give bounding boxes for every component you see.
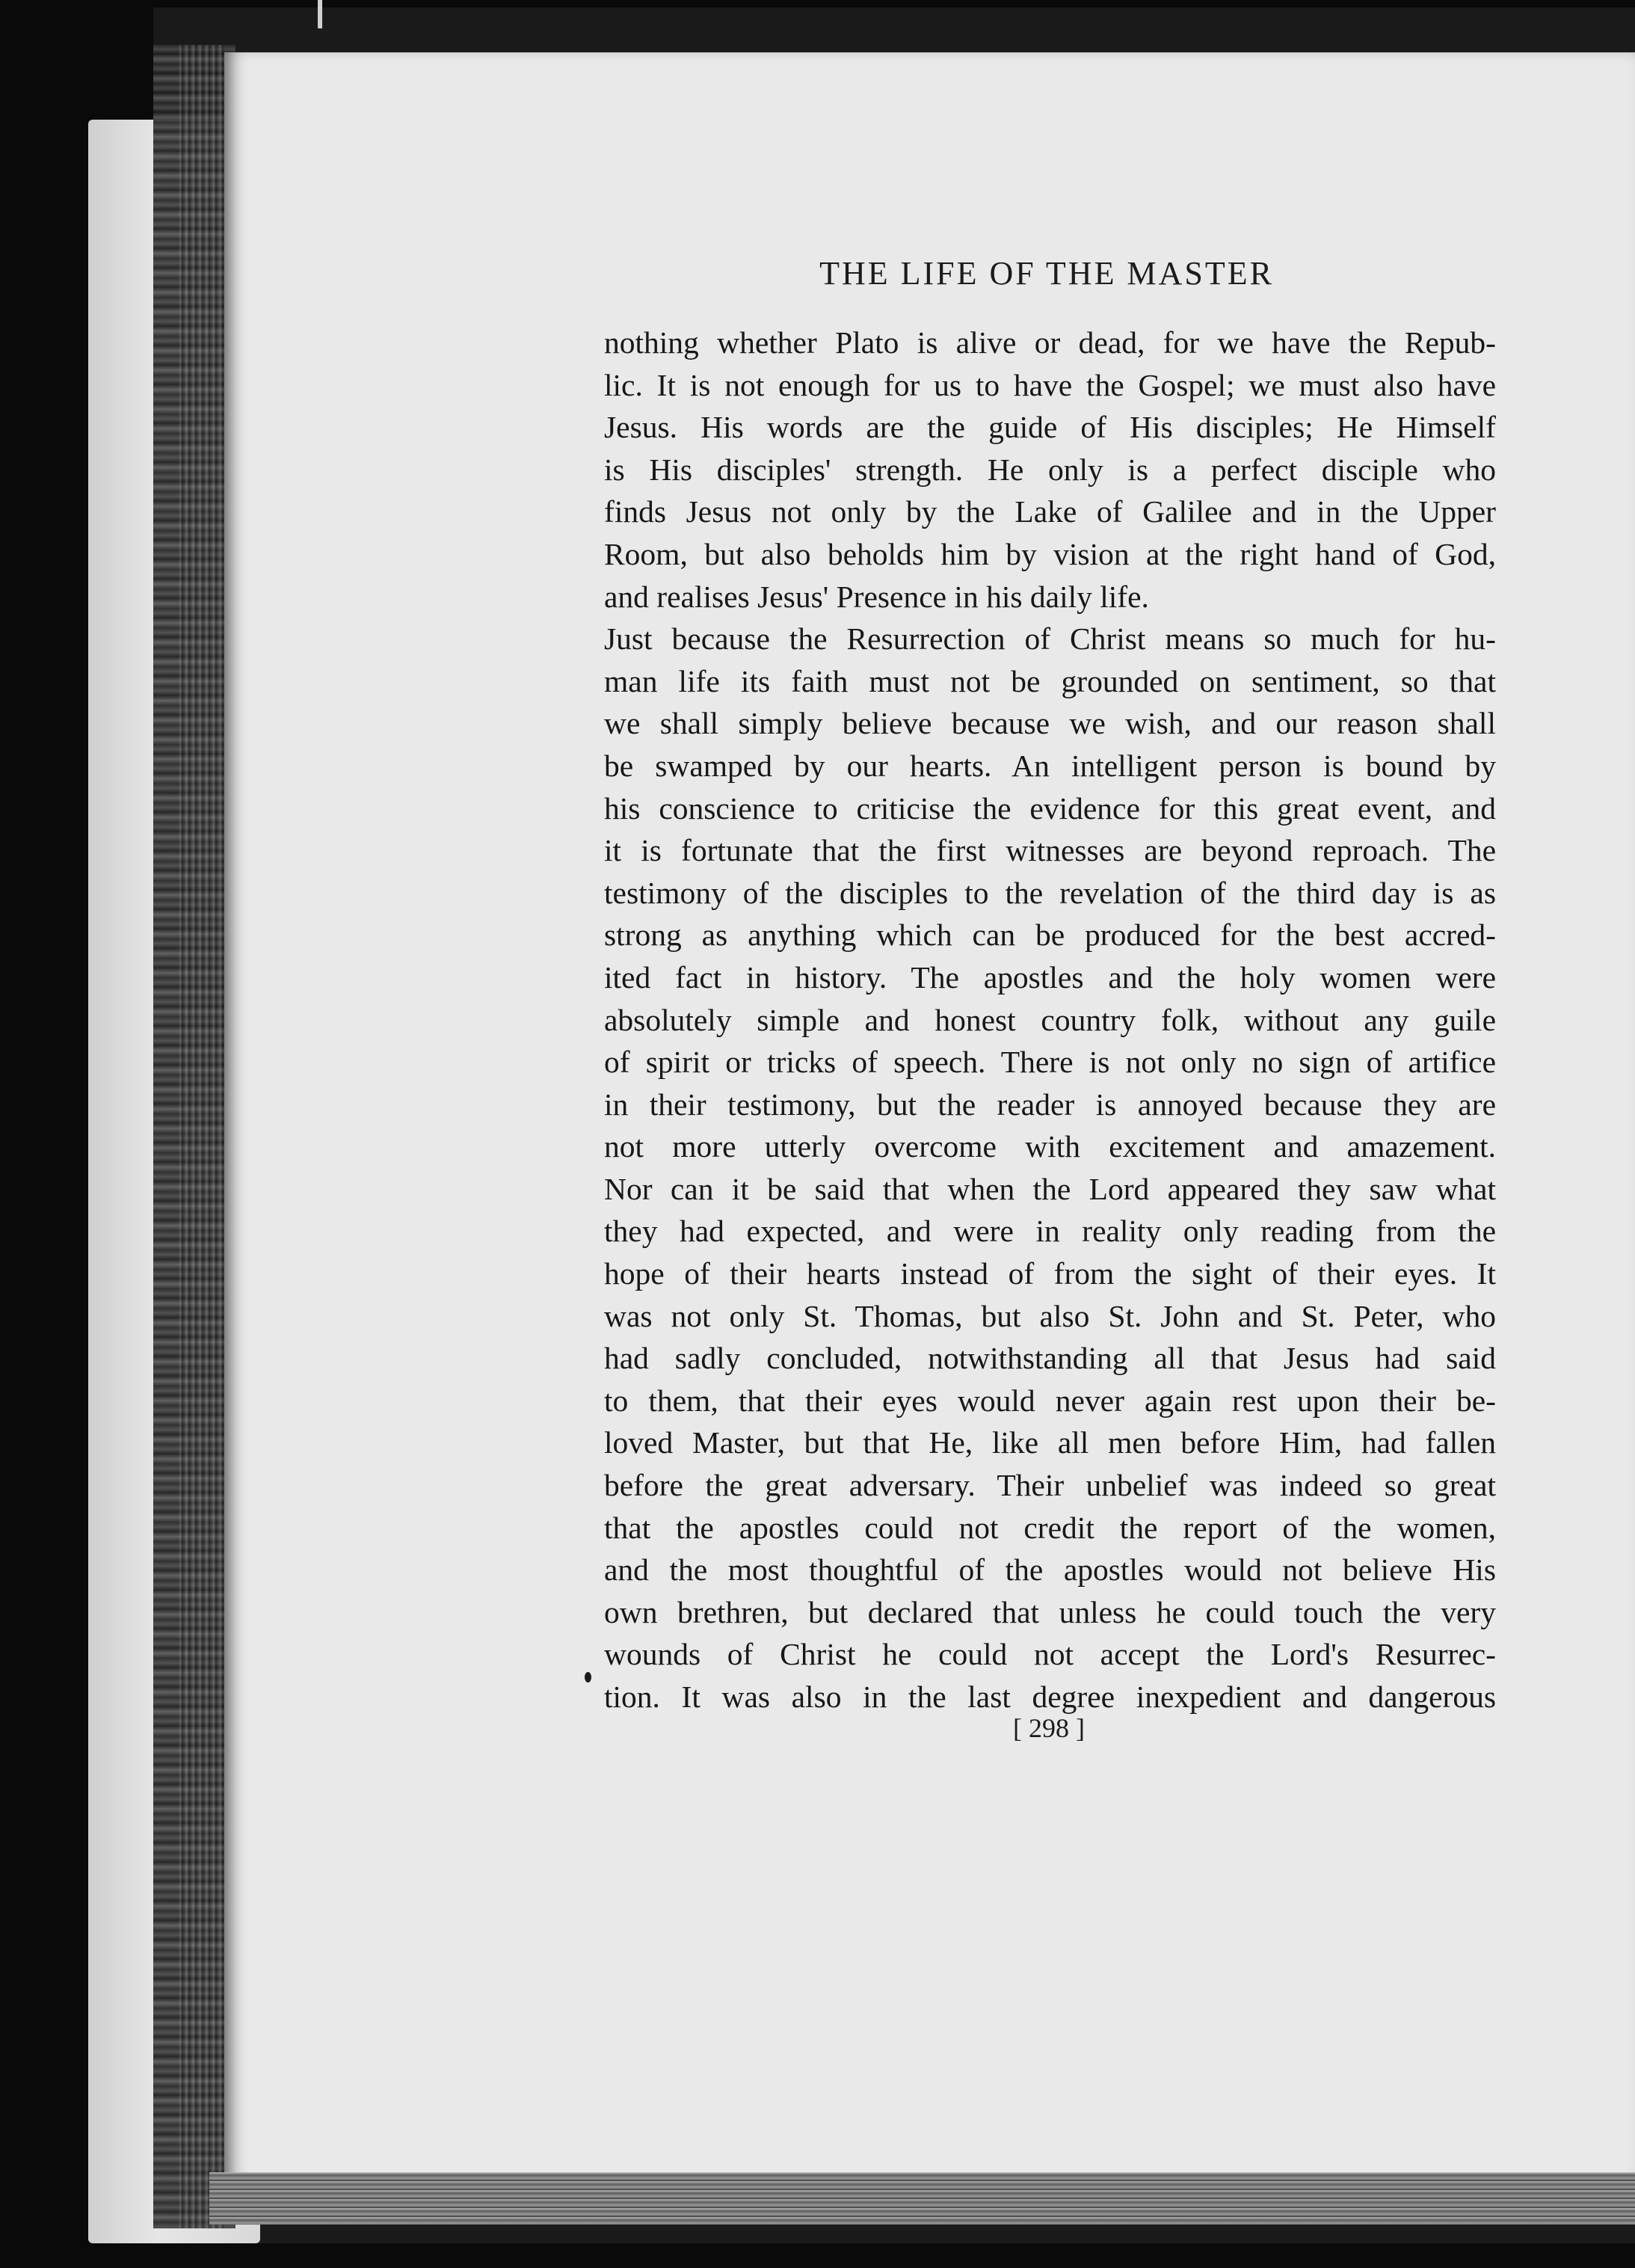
- page-bottom-edge: [209, 2172, 1635, 2225]
- text-line: own brethren, but declared that unless he could touch the very: [604, 1594, 1496, 1629]
- text-line: had sadly concluded, notwithstanding all that Jesus had said: [604, 1341, 1496, 1376]
- text-line: his conscience to criticise the evidence for this great event, and: [604, 790, 1496, 826]
- text-line: not more utterly overcome with excitement and amazement.: [604, 1129, 1496, 1164]
- body-text: [604, 322, 1496, 1718]
- text-line: finds Jesus not only by the Lake of Galilee and in the Upper: [604, 494, 1496, 529]
- text-line: man life its faith must not be grounded on sentiment, so that: [604, 663, 1496, 698]
- text-line: absolutely simple and honest country folk, without any guile: [604, 1002, 1496, 1037]
- text-line: wounds of Christ he could not accept the Lord's Resurrec-: [604, 1637, 1496, 1672]
- running-head: THE LIFE OF THE MASTER: [819, 255, 1274, 292]
- text-line: they had expected, and were in reality only reading from the: [604, 1214, 1496, 1249]
- text-line: and the most thoughtful of the apostles would not believe His: [604, 1552, 1496, 1588]
- text-line: lic. It is not enough for us to have the Gospel; we must also have: [604, 367, 1496, 402]
- text-line: hope of their hearts instead of from the sight of their eyes. It: [604, 1256, 1496, 1291]
- text-line: loved Master, but that He, like all men before Him, had fallen: [604, 1425, 1496, 1460]
- text-line: and realises Jesus' Presence in his daily life.: [604, 579, 1149, 614]
- text-line: tion. It was also in the last degree inexpedient and dangerous: [604, 1680, 1496, 1714]
- text-line: testimony of the disciples to the revelation of the third day is as: [604, 875, 1496, 910]
- text-line: before the great adversary. Their unbelief was indeed so great: [604, 1468, 1496, 1503]
- text-line: strong as anything which can be produced for the best accred-: [604, 918, 1496, 953]
- text-line: Just because the Resurrection of Christ means so much for hu-: [604, 621, 1496, 657]
- text-line: to them, that their eyes would never again rest upon their be-: [604, 1383, 1496, 1418]
- page-number: [ 298 ]: [1013, 1713, 1085, 1743]
- scan-mark: [318, 0, 322, 28]
- margin-mark: [585, 1672, 591, 1682]
- text-line: Room, but also beholds him by vision at the right hand of God,: [604, 536, 1496, 571]
- text-line: was not only St. Thomas, but also St. John and St. Peter, who: [604, 1298, 1496, 1333]
- text-line: be swamped by our hearts. An intelligent person is bound by: [604, 748, 1496, 783]
- text-line: Nor can it be said that when the Lord appeared they saw what: [604, 1171, 1496, 1206]
- text-line: ited fact in history. The apostles and the holy women were: [604, 959, 1496, 995]
- text-line: is His disciples' strength. He only is a perfect disciple who: [604, 452, 1496, 487]
- text-line: nothing whether Plato is alive or dead, for we have the Repub-: [604, 325, 1496, 360]
- spine-texture: [179, 45, 224, 2228]
- text-line: in their testimony, but the reader is annoyed because they are: [604, 1087, 1496, 1122]
- text-line: we shall simply believe because we wish, and our reason shall: [604, 706, 1496, 741]
- text-line: that the apostles could not credit the report of the women,: [604, 1510, 1496, 1545]
- text-line: of spirit or tricks of speech. There is not only no sign of artifice: [604, 1045, 1496, 1080]
- text-line: Jesus. His words are the guide of His disciples; He Himself: [604, 410, 1496, 445]
- text-line: it is fortunate that the first witnesses are beyond reproach. The: [604, 833, 1496, 868]
